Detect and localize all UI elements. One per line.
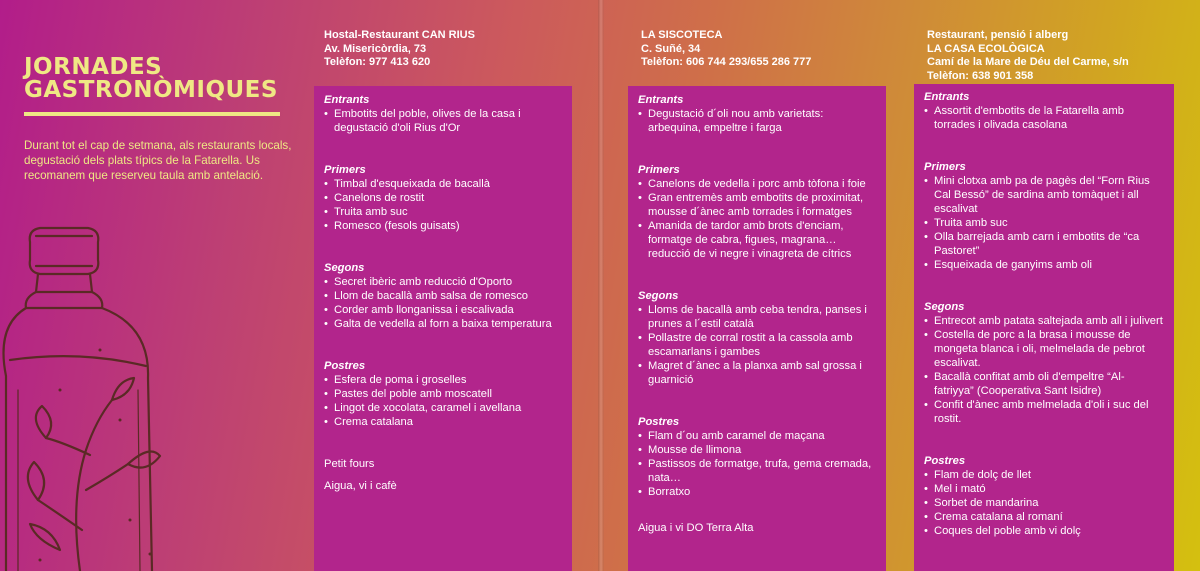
restaurant-3-name: LA CASA ECOLÒGICA [927,42,1045,55]
menu-item: • Lloms de bacallà amb ceba tendra, panses i prunes a l´estil català [638,303,876,331]
menu-item: • Romesco (fesols guisats) [324,219,562,233]
menu-item: • Canelons de vedella i porc amb tòfona i foie [638,177,876,191]
menu-item: • Magret d´ànec a la planxa amb sal grossa i guarnició [638,359,876,387]
menu-item: • Sorbet de mandarina [924,496,1164,510]
section-title-entrants: Entrants [924,91,970,103]
menu-item: • Assortit d'embotits de la Fatarella amb torrades i olivada casolana [924,104,1164,132]
section-title-primers: Primers [638,164,680,176]
restaurant-2-menu [628,86,886,571]
restaurant-2-address: C. Suñé, 34 [641,42,701,55]
menu-item: • Pastissos de formatge, trufa, gema cremada, nata… [638,457,876,485]
menu-item: • Confit d'ànec amb melmelada d'oli i suc del rostit. [924,398,1164,426]
menu-item: • Bacallà confitat amb oli d'empeltre “Al-fatriyya” (Cooperativa Sant Isidre) [924,370,1164,398]
section-title-primers: Primers [324,164,366,176]
menu-item: • Crema catalana al romaní [924,510,1164,524]
menu-item: • Crema catalana [324,415,562,429]
restaurant-3-type: Restaurant, pensió i alberg [927,29,1069,41]
restaurant-1-address: Av. Misericòrdia, 73 [324,42,427,55]
restaurant-2-name: LA SISCOTECA [641,29,723,41]
restaurant-1-name: Hostal-Restaurant CAN RIUS [324,29,475,41]
menu-item: • Flam d´ou amb caramel de maçana [638,429,876,443]
bottle-illustration [0,200,180,571]
section-title-postres: Postres [324,360,366,372]
section-title-entrants: Entrants [638,94,684,106]
menu-item: • Embotits del poble, olives de la casa i degustació d'oli Rius d'Or [324,107,562,135]
restaurant-1-header [324,29,475,70]
page-title [24,56,278,102]
menu-item: • Mousse de llimona [638,443,876,457]
menu-item: • Truita amb suc [924,216,1164,230]
menu-item: • Esfera de poma i groselles [324,373,562,387]
restaurant-1-menu [314,86,572,571]
menu-item: • Degustació d´oli nou amb varietats: arbequina, empeltre i farga [638,107,876,135]
menu-item: • Truita amb suc [324,205,562,219]
menu-item: • Coques del poble amb vi dolç [924,524,1164,538]
restaurant-3-phone: Telèfon: 638 901 358 [927,69,1034,82]
section-title-segons: Segons [924,301,965,313]
restaurant-2-phone: Telèfon: 606 744 293/655 286 777 [641,56,812,68]
menu-item: • Mel i mató [924,482,1164,496]
page-fold [598,0,604,571]
menu-item: • Gran entremès amb embotits de proximitat, mousse d´ànec amb torrades i formatges [638,191,876,219]
menu-item: • Pastes del poble amb moscatell [324,387,562,401]
extra-note: Aigua i vi DO Terra Alta [638,522,754,534]
section-title-entrants: Entrants [324,94,370,106]
restaurant-3-header [927,29,1129,83]
restaurant-2-header [641,29,811,70]
section-title-postres: Postres [638,416,680,428]
menu-item: • Borratxo [638,485,876,499]
menu-item: • Costella de porc a la brasa i mousse de mongeta blanca i oli, melmelada de pebrot escalivat. [924,328,1164,370]
menu-item: • Galta de vedella al forn a baixa temperatura [324,317,562,331]
section-title-segons: Segons [638,290,679,302]
title-underline [24,112,280,116]
title-line-1: JORNADES [24,54,163,80]
section-title-segons: Segons [324,262,365,274]
restaurant-1-phone: Telèfon: 977 413 620 [324,56,431,68]
menu-item: • Llom de bacallà amb salsa de romesco [324,289,562,303]
menu-item: • Entrecot amb patata saltejada amb all i julivert [924,314,1164,328]
menu-item: • Esqueixada de ganyims amb oli [924,258,1164,272]
menu-item: • Amanida de tardor amb brots d'enciam, formatge de cabra, figues, magrana… reducció de vi negre i vinagreta de cítrics [638,219,876,261]
extra-note: Petit fours [324,458,375,470]
section-title-primers: Primers [924,161,966,173]
restaurant-3-menu [914,84,1174,571]
menu-item: • Lingot de xocolata, caramel i avellana [324,401,562,415]
menu-item: • Corder amb llonganissa i escalivada [324,303,562,317]
menu-item: • Secret ibèric amb reducció d'Oporto [324,275,562,289]
menu-item: • Timbal d'esqueixada de bacallà [324,177,562,191]
menu-item: • Flam de dolç de llet [924,468,1164,482]
menu-item: • Mini clotxa amb pa de pagès del “Forn Rius Cal Bessó” de sardina amb tomàquet i all escalivat [924,174,1164,216]
menu-item: • Canelons de rostit [324,191,562,205]
menu-item: • Olla barrejada amb carn i embotits de “ca Pastoret” [924,230,1164,258]
restaurant-3-address: Camí de la Mare de Déu del Carme, s/n [927,56,1129,68]
section-title-postres: Postres [924,455,966,467]
extra-note: Aigua, vi i cafè [324,480,397,492]
title-line-2: GASTRONÒMIQUES [24,77,278,103]
menu-item: • Pollastre de corral rostit a la cassola amb escamarlans i gambes [638,331,876,359]
intro-text: Durant tot el cap de setmana, als restaurants locals, degustació dels plats típics de la Fatarella. Us recomanem que reserveu taula amb antelació. [24,139,292,182]
